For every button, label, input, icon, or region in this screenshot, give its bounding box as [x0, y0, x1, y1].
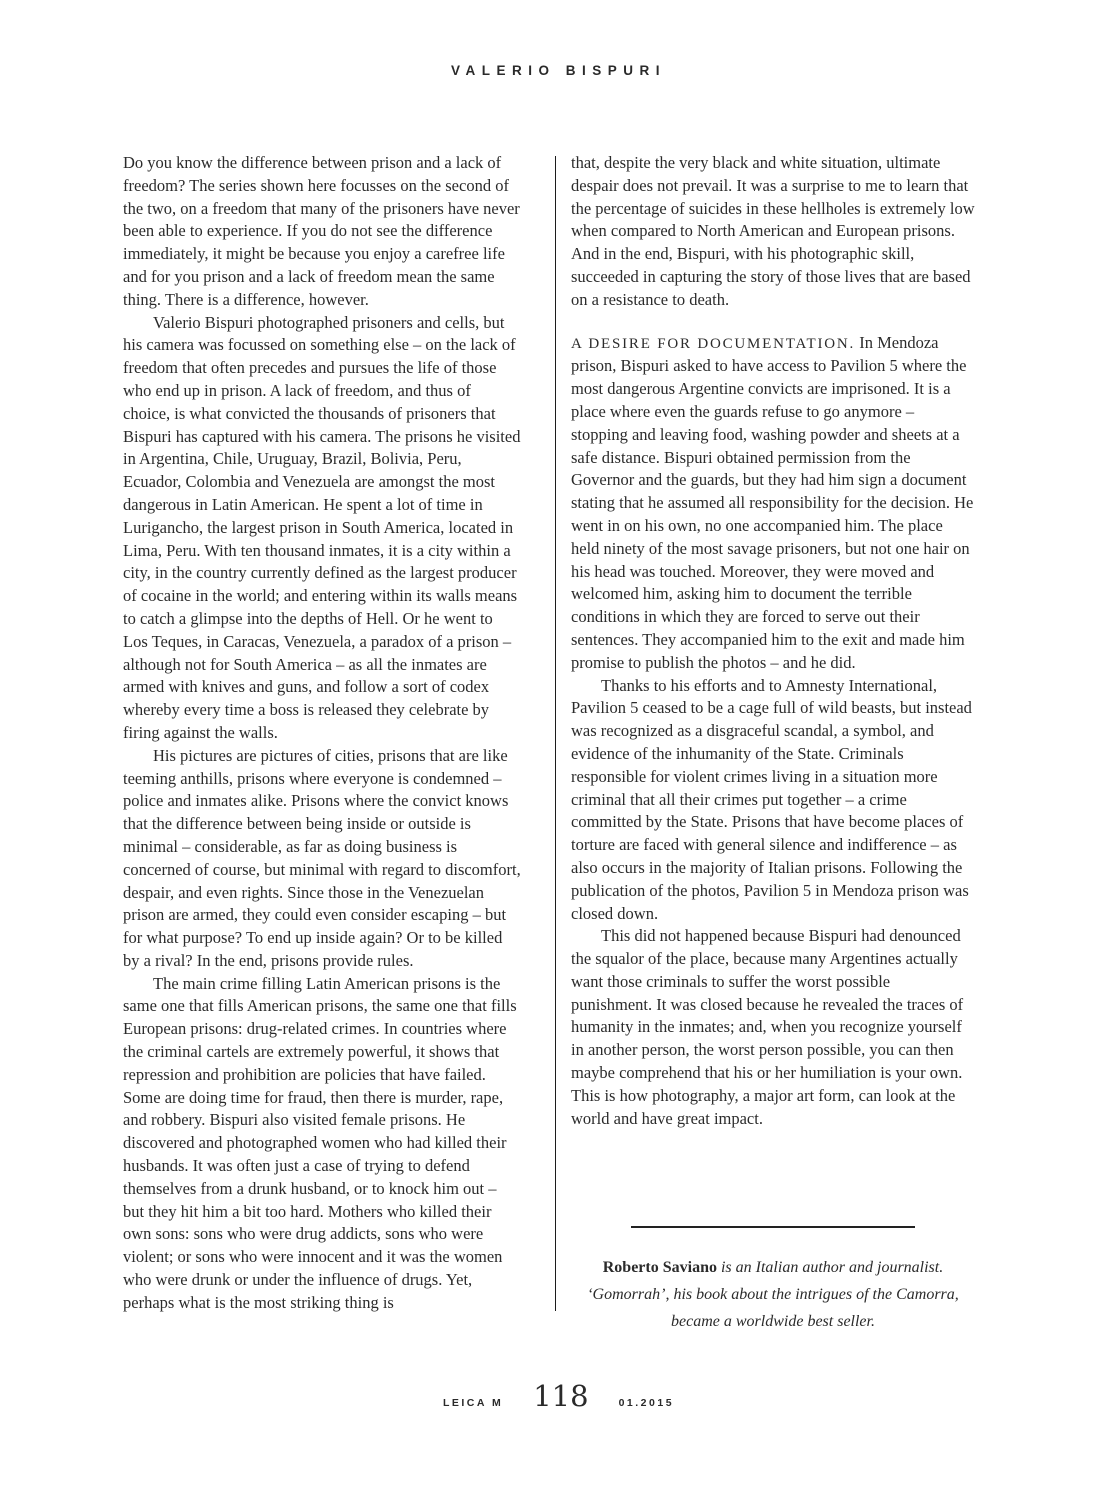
author-bio: [582, 1254, 964, 1335]
right-column: [571, 152, 975, 1335]
paragraph: Valerio Bispuri photographed prisoners and cells, but his camera was focussed on something else – on the lack of freedom that often precedes and pursues the life of those who end up in prison. A lack of freedom, and thus of choice, is what convicted the thousands of prisoners that Bispuri has captured with his camera. The prisons he visited in Argentina, Chile, Uruguay, Brazil, Bolivia, Peru, Ecuador, Colombia and Venezuela are amongst the most dangerous in Latin American. He spent a lot of time in Lurigancho, the largest prison in South America, located in Lima, Peru. With ten thousand inmates, it is a city within a city, in the country currently defined as the largest producer of cocaine in the world; and entering within its walls means to catch a glimpse into the depths of Hell. Or he went to Los Teques, in Caracas, Venezuela, a paradox of a prison – although not for South America – as all the inmates are armed with knives and guns, and follow a sort of codex whereby every time a boss is released they celebrate by firing against the walls.: [123, 312, 521, 742]
section-body: In Mendoza prison, Bispuri asked to have access to Pavilion 5 where the most dangerous Argentine convicts are imprisoned. It is a place where even the guards refuse to go anymore – stopping and leaving food, washing powder and sheets at a safe distance. Bispuri obtained permission from the Governor and the guards, but they had him sign a document stating that he assumed all responsibility for the decision. He went in on his own, no one accompanied him. The place held ninety of the most savage prisoners, but not one hair on his head was touched. Moreover, they were moved and welcomed him, asking him to document the terrible conditions in which they are forced to serve out their sentences. They accompanied him to the exit and made him promise to publish the photos – and he did.: [571, 332, 974, 672]
magazine-name: LEICA M: [442, 1397, 504, 1409]
paragraph-continuation: that, despite the very black and white situation, ultimate despair does not prevail. It was a surprise to me to learn that the percentage of suicides in these hellholes is extremely low when compared to North American and European prisons. And in the end, Bispuri, with his photographic skill, succeeded in capturing the story of those lives that are based on a resistance to death.: [571, 153, 975, 309]
bio-divider-rule: [631, 1226, 915, 1228]
paragraph-intro: Do you know the difference between prison and a lack of freedom? The series shown here focusses on the second of the two, on a freedom that many of the prisoners have never been able to experience. If you do not see the difference immediately, it might be because you enjoy a carefree life and for you prison and a lack of freedom mean the same thing. There is a difference, however.: [123, 153, 520, 309]
left-column: [123, 152, 521, 1315]
section-heading: A DESIRE FOR DOCUMENTATION.: [571, 335, 856, 352]
author-bio-text: is an Italian author and journalist. ‘Gomorrah’, his book about the intrigues of the Camorra, became a worldwide best seller.: [587, 1259, 959, 1331]
page-footer: [0, 1379, 1117, 1413]
author-name: Roberto Saviano: [602, 1259, 717, 1277]
paragraph: His pictures are pictures of cities, prisons that are like teeming anthills, prisons where everyone is condemned – police and inmates alike. Prisons where the convict knows that the difference between being inside or outside is minimal – considerable, as far as doing business is concerned of course, but minimal with regard to discomfort, despair, and even rights. Since those in the Venezuelan prison are armed, they could even consider escaping – but for what purpose? To end up inside again? Or to be killed by a rival? In the end, prisons provide rules.: [123, 745, 521, 970]
page-number: 118: [533, 1379, 589, 1413]
page-title: VALERIO BISPURI: [450, 63, 666, 78]
paragraph: This did not happened because Bispuri had denounced the squalor of the place, because many Argentines actually want those criminals to suffer the worst possible punishment. It was closed because he revealed the traces of humanity in the inmates; and, when you recognize yourself in another person, the worst person possible, you can then maybe comprehend that his or her humiliation is your own. This is how photography, a major art form, can look at the world and have great impact.: [571, 926, 964, 1128]
paragraph: Thanks to his efforts and to Amnesty International, Pavilion 5 ceased to be a cage full of wild beasts, but instead was recognized as a disgraceful scandal, a symbol, and evidence of the inhumanity of the State. Criminals responsible for violent crimes living in a situation more criminal that all their crimes put together – a crime committed by the State. Prisons that have become places of torture are faced with general silence and indifference – as also occurs in the majority of Italian prisons. Following the publication of the photos, Pavilion 5 in Mendoza prison was closed down.: [571, 675, 972, 923]
column-divider-rule: [555, 156, 556, 1311]
paragraph: The main crime filling Latin American prisons is the same one that fills American prisons, the same one that fills European prisons: drug-related crimes. In countries where the criminal cartels are extremely powerful, it shows that repression and prohibition are policies that have failed. Some are doing time for fraud, then there is murder, rape, and robbery. Bispuri also visited female prisons. He discovered and photographed women who had killed their husbands. It was often just a case of trying to defend themselves from a drunk husband, or to knock him out – but they hit him a bit too hard. Mothers who killed their own sons: sons who were drug addicts, sons who were violent; or sons who were innocent and it was the women who were drunk or under the influence of drugs. Yet, perhaps what is the most striking thing is: [123, 973, 517, 1312]
section-paragraph: [571, 332, 975, 675]
issue-date: 01.2015: [618, 1397, 675, 1409]
